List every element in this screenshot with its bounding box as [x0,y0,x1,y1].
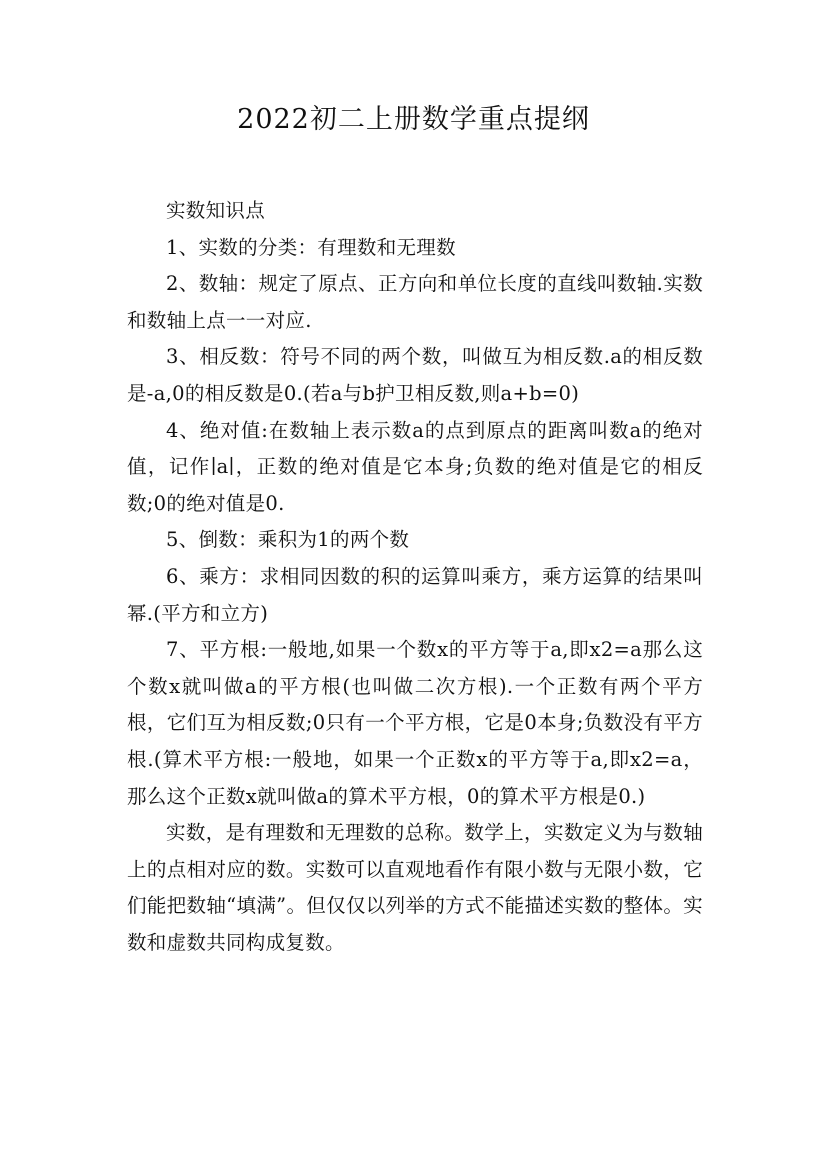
paragraph-6-power: 6、乘方：求相同因数的积的运算叫乘方，乘方运算的结果叫幂.(平方和立方) [127,564,703,625]
document-title: 2022初二上册数学重点提纲 [237,104,590,135]
paragraph-real-number-definition: 实数，是有理数和无理数的总称。数学上，实数定义为与数轴上的点相对应的数。实数可以直观地看作有限小数与无限小数，它们能把数轴“填满”。但仅仅以列举的方式不能描述实数的整体。实数和虚数共同构成复数。 [127,821,703,954]
paragraph-7-square-root: 7、平方根:一般地,如果一个数x的平方等于a,即x2=a那么这个数x就叫做a的平方根(也叫做二次方根).一个正数有两个平方根，它们互为相反数;0只有一个平方根，它是0本身;负数没有平方根.(算术平方根:一般地，如果一个正数x的平方等于a,即x2=a，那么这个正数x就叫做a的算术平方根，0的算术平方根是0.) [127,638,703,808]
paragraph-3-opposite-numbers: 3、相反数：符号不同的两个数，叫做互为相反数.a的相反数是-a,0的相反数是0.(若a与b护卫相反数,则a+b=0) [127,345,703,405]
document-body [127,193,703,961]
paragraph-4-absolute-value: 4、绝对值:在数轴上表示数a的点到原点的距离叫数a的绝对值，记作∣a∣，正数的绝对值是它本身;负数的绝对值是它的相反数;0的绝对值是0. [127,418,703,515]
paragraph-5-reciprocal: 5、倒数：乘积为1的两个数 [166,528,410,552]
paragraph-1-classification: 1、实数的分类：有理数和无理数 [166,235,456,259]
section-heading-real-numbers: 实数知识点 [166,199,266,222]
paragraph-2-number-line: 2、数轴：规定了原点、正方向和单位长度的直线叫数轴.实数和数轴上点一一对应. [127,272,703,332]
